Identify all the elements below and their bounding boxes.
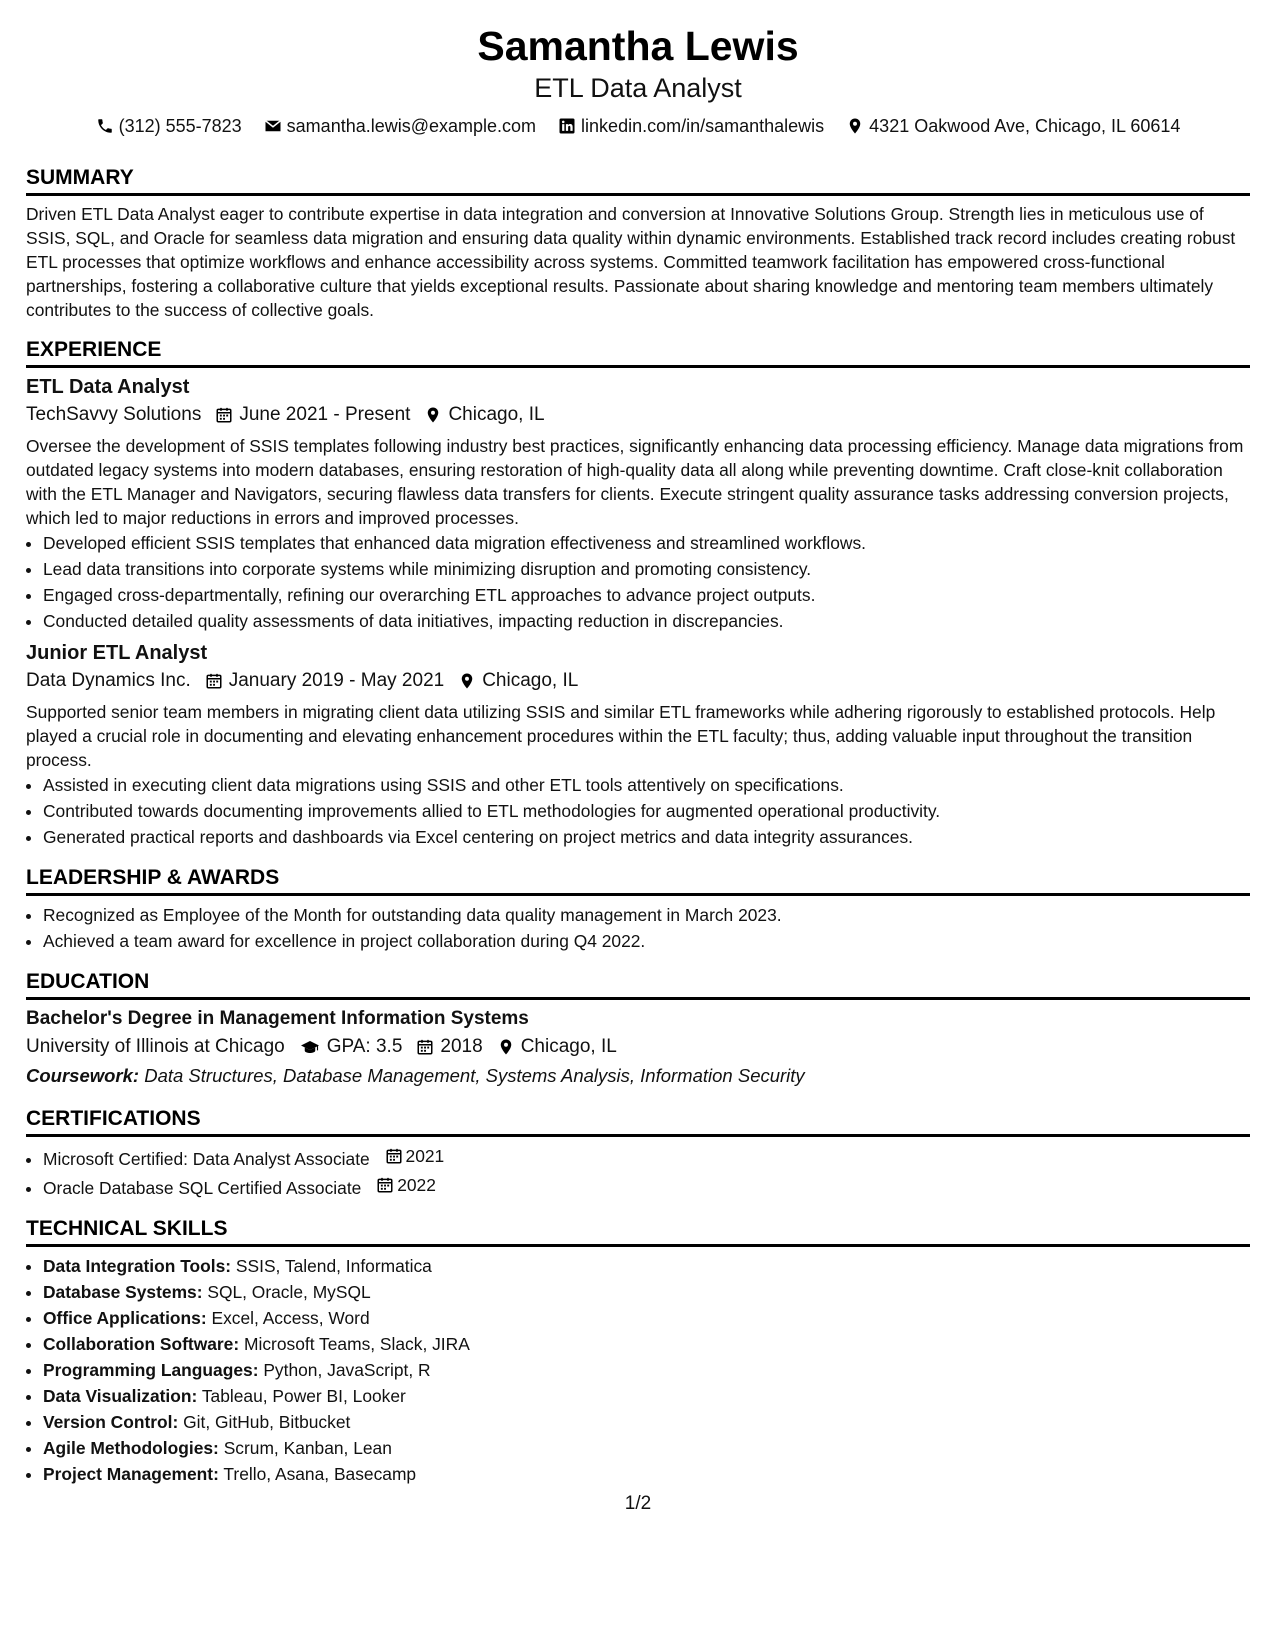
skill-label: Database Systems:	[43, 1282, 203, 1302]
school-name: University of Illinois at Chicago	[26, 1036, 285, 1057]
list-item	[43, 1461, 1250, 1487]
job-company: Data Dynamics Inc.	[26, 670, 191, 691]
education-meta	[26, 1034, 1250, 1060]
address-text: 4321 Oakwood Ave, Chicago, IL 60614	[869, 116, 1181, 136]
resume-page	[26, 0, 1250, 1650]
job-entry	[26, 640, 1250, 850]
list-item	[43, 1143, 1250, 1172]
section-heading: CERTIFICATIONS	[26, 1106, 1250, 1137]
certification-year-text: 2022	[397, 1175, 436, 1195]
degree-title: Bachelor's Degree in Management Information Systems	[26, 1008, 529, 1029]
job-bullets	[26, 772, 1250, 850]
contact-linkedin[interactable]	[558, 115, 824, 137]
technical-skills-section	[26, 1216, 1250, 1487]
certification-name: Microsoft Certified: Data Analyst Associate	[43, 1149, 370, 1169]
list-item: • Recognized as Employee of the Month for outstanding data quality management in March 2023.	[43, 902, 1250, 928]
map-pin-icon	[497, 1038, 515, 1056]
education-location	[497, 1034, 617, 1060]
skills-list	[26, 1253, 1250, 1487]
year-text: 2018	[440, 1036, 483, 1057]
skill-label: Project Management:	[43, 1464, 219, 1484]
skill-label: Data Integration Tools:	[43, 1256, 232, 1276]
linkedin-icon	[558, 117, 576, 135]
job-description: Supported senior team members in migrating client data utilizing SSIS and similar ETL frameworks while adhering rigorously to established protocols. Help played a crucial role in documenting and elevating enhancement procedures within the ETL faculty; thus, adding valuable input throughout the transition process.	[26, 702, 1216, 770]
calendar-icon	[205, 672, 223, 690]
list-item: • Generated practical reports and dashboards via Excel centering on project metrics and data integrity assurances.	[43, 824, 1250, 850]
certification-year	[376, 1172, 436, 1198]
list-item: • Engaged cross-departmentally, refining our overarching ETL approaches to advance project outputs.	[43, 582, 1250, 608]
skill-value: SQL, Oracle, MySQL	[207, 1282, 371, 1302]
job-location-text: Chicago, IL	[448, 404, 545, 425]
map-pin-icon	[846, 117, 864, 135]
contact-bar	[26, 115, 1250, 137]
list-item	[43, 1435, 1250, 1461]
job-dates	[215, 402, 410, 428]
page-number: 1/2	[624, 1493, 652, 1514]
contact-phone	[96, 115, 242, 137]
skill-value: Git, GitHub, Bitbucket	[183, 1412, 351, 1432]
summary-text: Driven ETL Data Analyst eager to contribute expertise in data integration and conversion at Innovative Solutions Group. Strength lies in meticulous use of SSIS, SQL, and Oracle for seamless data migration and ensuring data quality within dynamic environments. Established track record includes creating robust ETL processes that optimize workflows and enhance accessibility across systems. Committed teamwork facilitation has empowered cross-functional partnerships, fostering a collaborative culture that yields exceptional results. Passionate about sharing knowledge and mentoring team members ultimately contributes to the success of collective goals.	[26, 204, 1236, 320]
list-item	[43, 1253, 1250, 1279]
skill-value: Scrum, Kanban, Lean	[223, 1438, 392, 1458]
job-meta	[26, 402, 1250, 428]
job-meta	[26, 668, 1250, 694]
skill-value: Excel, Access, Word	[211, 1308, 370, 1328]
job-dates	[205, 668, 444, 694]
skill-label: Programming Languages:	[43, 1360, 259, 1380]
map-pin-icon	[458, 672, 476, 690]
graduation-cap-icon	[299, 1038, 321, 1056]
email-text[interactable]: samantha.lewis@example.com	[286, 116, 537, 136]
map-pin-icon	[424, 406, 442, 424]
section-heading: EXPERIENCE	[26, 337, 1250, 368]
skill-label: Collaboration Software:	[43, 1334, 240, 1354]
envelope-icon	[264, 117, 282, 135]
award-list	[26, 902, 1250, 954]
phone-icon	[96, 117, 114, 135]
list-item: • Assisted in executing client data migrations using SSIS and other ETL tools attentively on specifications.	[43, 772, 1250, 798]
list-item: • Lead data transitions into corporate systems while minimizing disruption and promoting consistency.	[43, 556, 1250, 582]
skill-value: Microsoft Teams, Slack, JIRA	[243, 1334, 470, 1354]
education-year	[416, 1034, 482, 1060]
coursework-line	[26, 1062, 1250, 1090]
job-entry	[26, 374, 1250, 634]
phone-text: (312) 555-7823	[118, 116, 242, 136]
calendar-icon	[215, 406, 233, 424]
list-item: • Achieved a team award for excellence in project collaboration during Q4 2022.	[43, 928, 1250, 954]
job-bullets	[26, 530, 1250, 634]
skill-label: Office Applications:	[43, 1308, 207, 1328]
skill-value: SSIS, Talend, Informatica	[235, 1256, 432, 1276]
section-heading: TECHNICAL SKILLS	[26, 1216, 1250, 1247]
contact-address	[846, 115, 1180, 137]
education-gpa	[299, 1034, 403, 1060]
education-section	[26, 969, 1250, 1090]
skill-value: Tableau, Power BI, Looker	[201, 1386, 406, 1406]
candidate-name: Samantha Lewis	[477, 23, 799, 69]
candidate-role: ETL Data Analyst	[534, 73, 742, 103]
skill-value: Python, JavaScript, R	[263, 1360, 431, 1380]
list-item: • Developed efficient SSIS templates that enhanced data migration effectiveness and streamlined workflows.	[43, 530, 1250, 556]
section-heading: SUMMARY	[26, 165, 1250, 196]
calendar-icon	[376, 1176, 394, 1194]
job-location-text: Chicago, IL	[482, 670, 579, 691]
gpa-text: GPA: 3.5	[326, 1036, 403, 1057]
job-title: ETL Data Analyst	[26, 376, 190, 398]
list-item	[43, 1172, 1250, 1201]
list-item	[43, 1305, 1250, 1331]
skill-label: Version Control:	[43, 1412, 179, 1432]
job-location	[424, 402, 544, 428]
section-heading: EDUCATION	[26, 969, 1250, 1000]
job-location	[458, 668, 578, 694]
certification-year-text: 2021	[405, 1146, 445, 1166]
certification-list	[26, 1143, 1250, 1201]
job-company: TechSavvy Solutions	[26, 404, 202, 425]
list-item	[43, 1331, 1250, 1357]
job-dates-text: January 2019 - May 2021	[228, 670, 445, 691]
certifications-section	[26, 1106, 1250, 1201]
contact-email[interactable]	[264, 115, 536, 137]
location-text: Chicago, IL	[520, 1036, 617, 1057]
job-title: Junior ETL Analyst	[26, 642, 208, 664]
certification-name: Oracle Database SQL Certified Associate	[43, 1178, 362, 1198]
calendar-icon	[385, 1147, 403, 1165]
list-item	[43, 1409, 1250, 1435]
skill-label: Data Visualization:	[43, 1386, 198, 1406]
linkedin-text[interactable]: linkedin.com/in/samanthalewis	[581, 116, 825, 136]
calendar-icon	[416, 1038, 434, 1056]
job-description: Oversee the development of SSIS templates following industry best practices, significantly enhancing data processing efficiency. Manage data migrations from outdated legacy systems into modern databases, ensuring restoration of high-quality data all along while preventing downtime. Craft close-knit collaboration with the ETL Manager and Navigators, securing flawless data transfers for clients. Execute stringent quality assurance tasks addressing conversion projects, which led to major reductions in errors and improved processes.	[26, 436, 1244, 528]
list-item	[43, 1357, 1250, 1383]
list-item	[43, 1383, 1250, 1409]
coursework-text: Data Structures, Database Management, Systems Analysis, Information Security	[144, 1065, 805, 1086]
skill-label: Agile Methodologies:	[43, 1438, 219, 1458]
resume-header	[26, 0, 1250, 137]
summary-section	[26, 165, 1250, 322]
list-item: • Contributed towards documenting improvements allied to ETL methodologies for augmented operational productivity.	[43, 798, 1250, 824]
coursework-label: Coursework:	[26, 1065, 140, 1086]
job-dates-text: June 2021 - Present	[239, 404, 411, 425]
experience-section	[26, 337, 1250, 850]
list-item	[43, 1279, 1250, 1305]
section-heading: LEADERSHIP & AWARDS	[26, 865, 1250, 896]
certification-year	[385, 1143, 445, 1169]
leadership-section	[26, 865, 1250, 954]
skill-value: Trello, Asana, Basecamp	[223, 1464, 417, 1484]
list-item: • Conducted detailed quality assessments of data initiatives, impacting reduction in discrepancies.	[43, 608, 1250, 634]
